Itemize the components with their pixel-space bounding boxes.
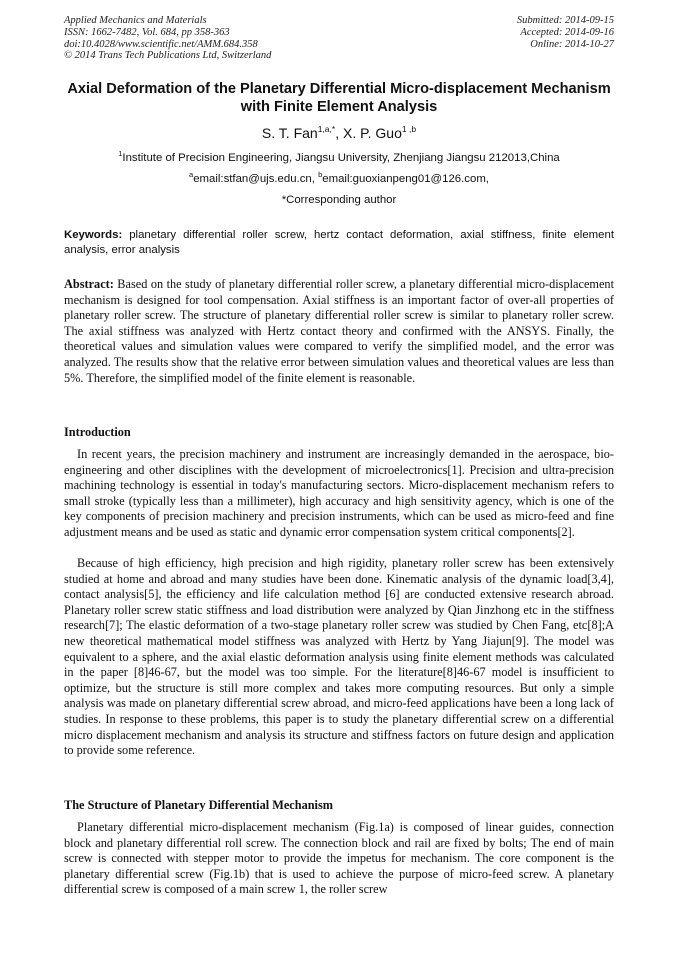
online-date: Online: 2014-10-27 xyxy=(530,38,614,50)
affiliation xyxy=(64,151,614,165)
affiliation-marker: 1 xyxy=(118,149,123,158)
submission-dates xyxy=(517,15,614,50)
author-separator: , xyxy=(335,125,343,141)
submitted-date: Submitted: 2014-09-15 xyxy=(516,15,614,26)
author-emails xyxy=(64,172,614,186)
introduction-paragraph-2: Because of high efficiency, high precision and high rigidity, planetary roller screw has been extensively studied at home and abroad and many studies have been done. Kinematic analysis of the dynamic load[3,4], contact analysis[5], the efficiency and life calculation method [6] are conducted extensive research abroad. Planetary roller screw static stiffness and load distribution were analyzed by Qian Jinzhong etc in the stiffness research[7]; The elastic deformation of a two-stage planetary roller screw was studied by Chen Fang, etc[8];A new theoretical mathematical model stiffness was analyzed with Hertz by Yang Jiajun[9]. The model was equivalent to a sphere, and the axial elastic deformation analysis using finite element methods was calculated in the paper [8]46-67, but the model was too simple. For the literature[8]46-67 model is insufficient to optimize, but the structure is still more complex and takes more computing resources. But only a simple analysis was made on planetary differential screw abroad, and micro-feed applications have been a long lack of studies. In response to these problems, this paper is to study the planetary differential screw on a differential micro displacement mechanism and analysis its structure and stiffness factors on future design and application to provide some reference. xyxy=(64,556,614,758)
email-b-marker: b xyxy=(318,170,323,179)
abstract-label: Abstract: xyxy=(64,277,114,291)
keywords xyxy=(64,228,614,257)
corresponding-author: *Corresponding author xyxy=(281,194,397,206)
author-list xyxy=(64,125,614,142)
journal-copyright: © 2014 Trans Tech Publications Ltd, Switzerland xyxy=(64,50,272,62)
author-fan: S. T. Fan xyxy=(261,125,318,141)
keywords-text: planetary differential roller screw, hertz contact deformation, axial stiffness, finite element analysis, error analysis xyxy=(64,229,614,256)
abstract xyxy=(64,277,614,386)
email-b: email:guoxianpeng01@126.com, xyxy=(322,173,489,185)
paper-title: Axial Deformation of the Planetary Differential Micro-displacement Mechanism with Finite Element Analysis xyxy=(67,81,611,115)
introduction-heading: Introduction xyxy=(64,425,131,439)
author-guo-affil: 1 ,b xyxy=(401,124,417,134)
affiliation-text: Institute of Precision Engineering, Jiangsu University, Zhenjiang Jiangsu 212013,China xyxy=(122,152,560,164)
author-guo: X. P. Guo xyxy=(342,125,402,141)
accepted-date: Accepted: 2014-09-16 xyxy=(520,26,614,38)
email-a: email:stfan@ujs.edu.cn, xyxy=(193,173,319,185)
email-a-marker: a xyxy=(189,170,194,179)
journal-doi: doi:10.4028/www.scientific.net/AMM.684.358 xyxy=(64,38,258,50)
structure-heading: The Structure of Planetary Differential Mechanism xyxy=(64,798,334,812)
journal-name: Applied Mechanics and Materials xyxy=(64,15,207,26)
keywords-label: Keywords: xyxy=(64,229,123,241)
author-fan-affil: 1,a,* xyxy=(317,124,336,134)
structure-paragraph-1: Planetary differential micro-displacement mechanism (Fig.1a) is composed of linear guides, connection block and planetary differential roll screw. The connection block and rail are fixed by bolts; The end of main screw is connected with stepper motor to provide the impetus for mechanism. The core component is the planetary differential screw (Fig.1b) that is used to achieve the purpose of micro-feed screw. A planetary differential screw is composed of a main screw 1, the roller screw xyxy=(64,820,614,897)
abstract-text: Based on the study of planetary differential roller screw, a planetary differential micro-displacement mechanism is designed for tool compensation. Axial stiffness is an important factor of over-all properties of planetary roller screw. The structure of planetary differential roller screw is similar to planetary roller screw. The axial stiffness was analyzed with Hertz contact theory and confirmed with the ANSYS. Finally, the theoretical values and simulation values were compared to verify the simplified model, and the error was analyzed. The results show that the relative error between simulation values and theoretical values are less than 5%. Therefore, the simplified model of the finite element is reasonable. xyxy=(64,277,614,385)
journal-info xyxy=(64,15,271,62)
journal-issn: ISSN: 1662-7482, Vol. 684, pp 358-363 xyxy=(64,26,230,38)
introduction-paragraph-1: In recent years, the precision machinery and instrument are increasingly demanded in the aerospace, bio-engineering and other disciplines with the development of microelectronics[1]. Precision and ultra-precision machining technology is essential in today's manufacturing sectors. Micro-displacement mechanism refers to small stroke (typically less than a millimeter), high accuracy and high sensitivity agency, which is one of the key components of precision machinery and precision instruments, which can be used as micro-feed and fine adjustment means and be used as static and dynamic error compensation system critical components[2]. xyxy=(64,447,614,539)
